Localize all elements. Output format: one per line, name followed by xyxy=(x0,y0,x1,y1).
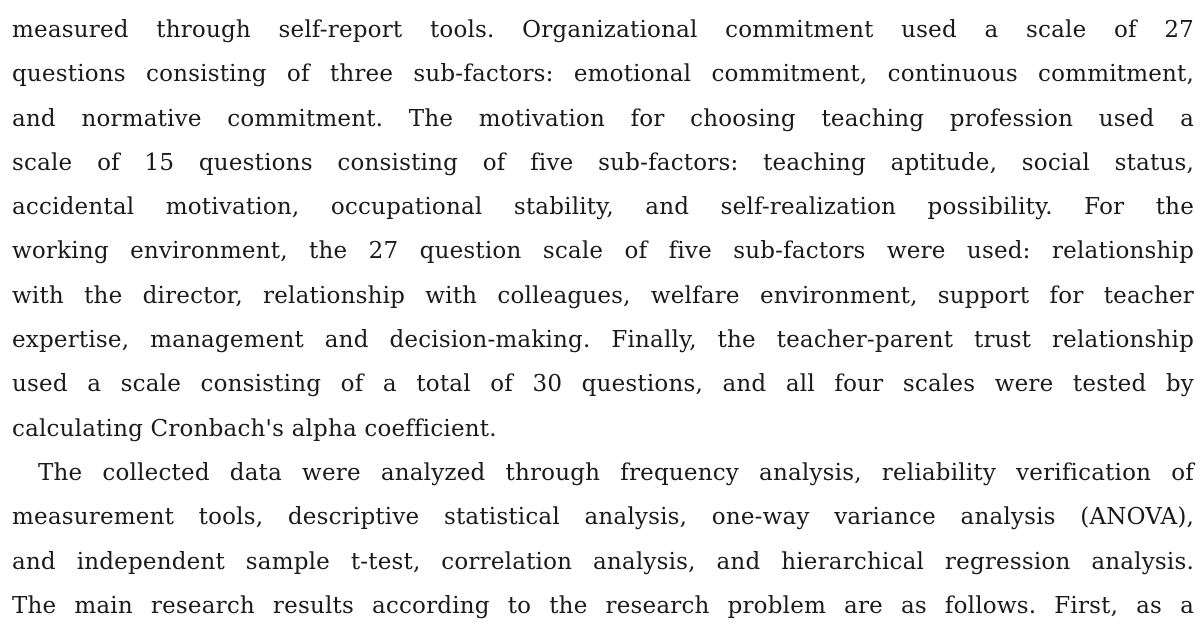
paragraph-analysis xyxy=(12,451,1194,628)
text-line: accidental motivation, occupational stability, and self-realization possibility. For the xyxy=(12,194,1194,221)
text-line: measured through self-report tools. Organizational commitment used a scale of 27 xyxy=(12,17,1194,43)
text-line: questions consisting of three sub-factors: emotional commitment, continuous commitment, xyxy=(12,61,1194,88)
text-line: measurement tools, descriptive statistical analysis, one-way variance analysis (ANOVA), xyxy=(12,504,1194,531)
text-line: calculating Cronbach's alpha coefficient. xyxy=(12,415,497,442)
text-line: The collected data were analyzed through frequency analysis, reliability verification of xyxy=(38,459,1194,486)
text-line: used a scale consisting of a total of 30 questions, and all four scales were tested by xyxy=(12,371,1194,398)
paragraph-methods xyxy=(12,8,1194,451)
text-line: scale of 15 questions consisting of five sub-factors: teaching aptitude, social status, xyxy=(12,149,1194,176)
text-line: expertise, management and decision-making. Finally, the teacher-parent trust relationship xyxy=(12,327,1194,354)
text-line: and independent sample t-test, correlation analysis, and hierarchical regression analysis. xyxy=(12,548,1194,575)
text-line: with the director, relationship with colleagues, welfare environment, support for teacher xyxy=(12,282,1194,309)
text-line: The main research results according to the research problem are as follows. First, as a xyxy=(12,592,1194,619)
text-line: working environment, the 27 question scale of five sub-factors were used: relationship xyxy=(12,238,1194,265)
text-line: and normative commitment. The motivation for choosing teaching profession used a xyxy=(12,105,1194,132)
